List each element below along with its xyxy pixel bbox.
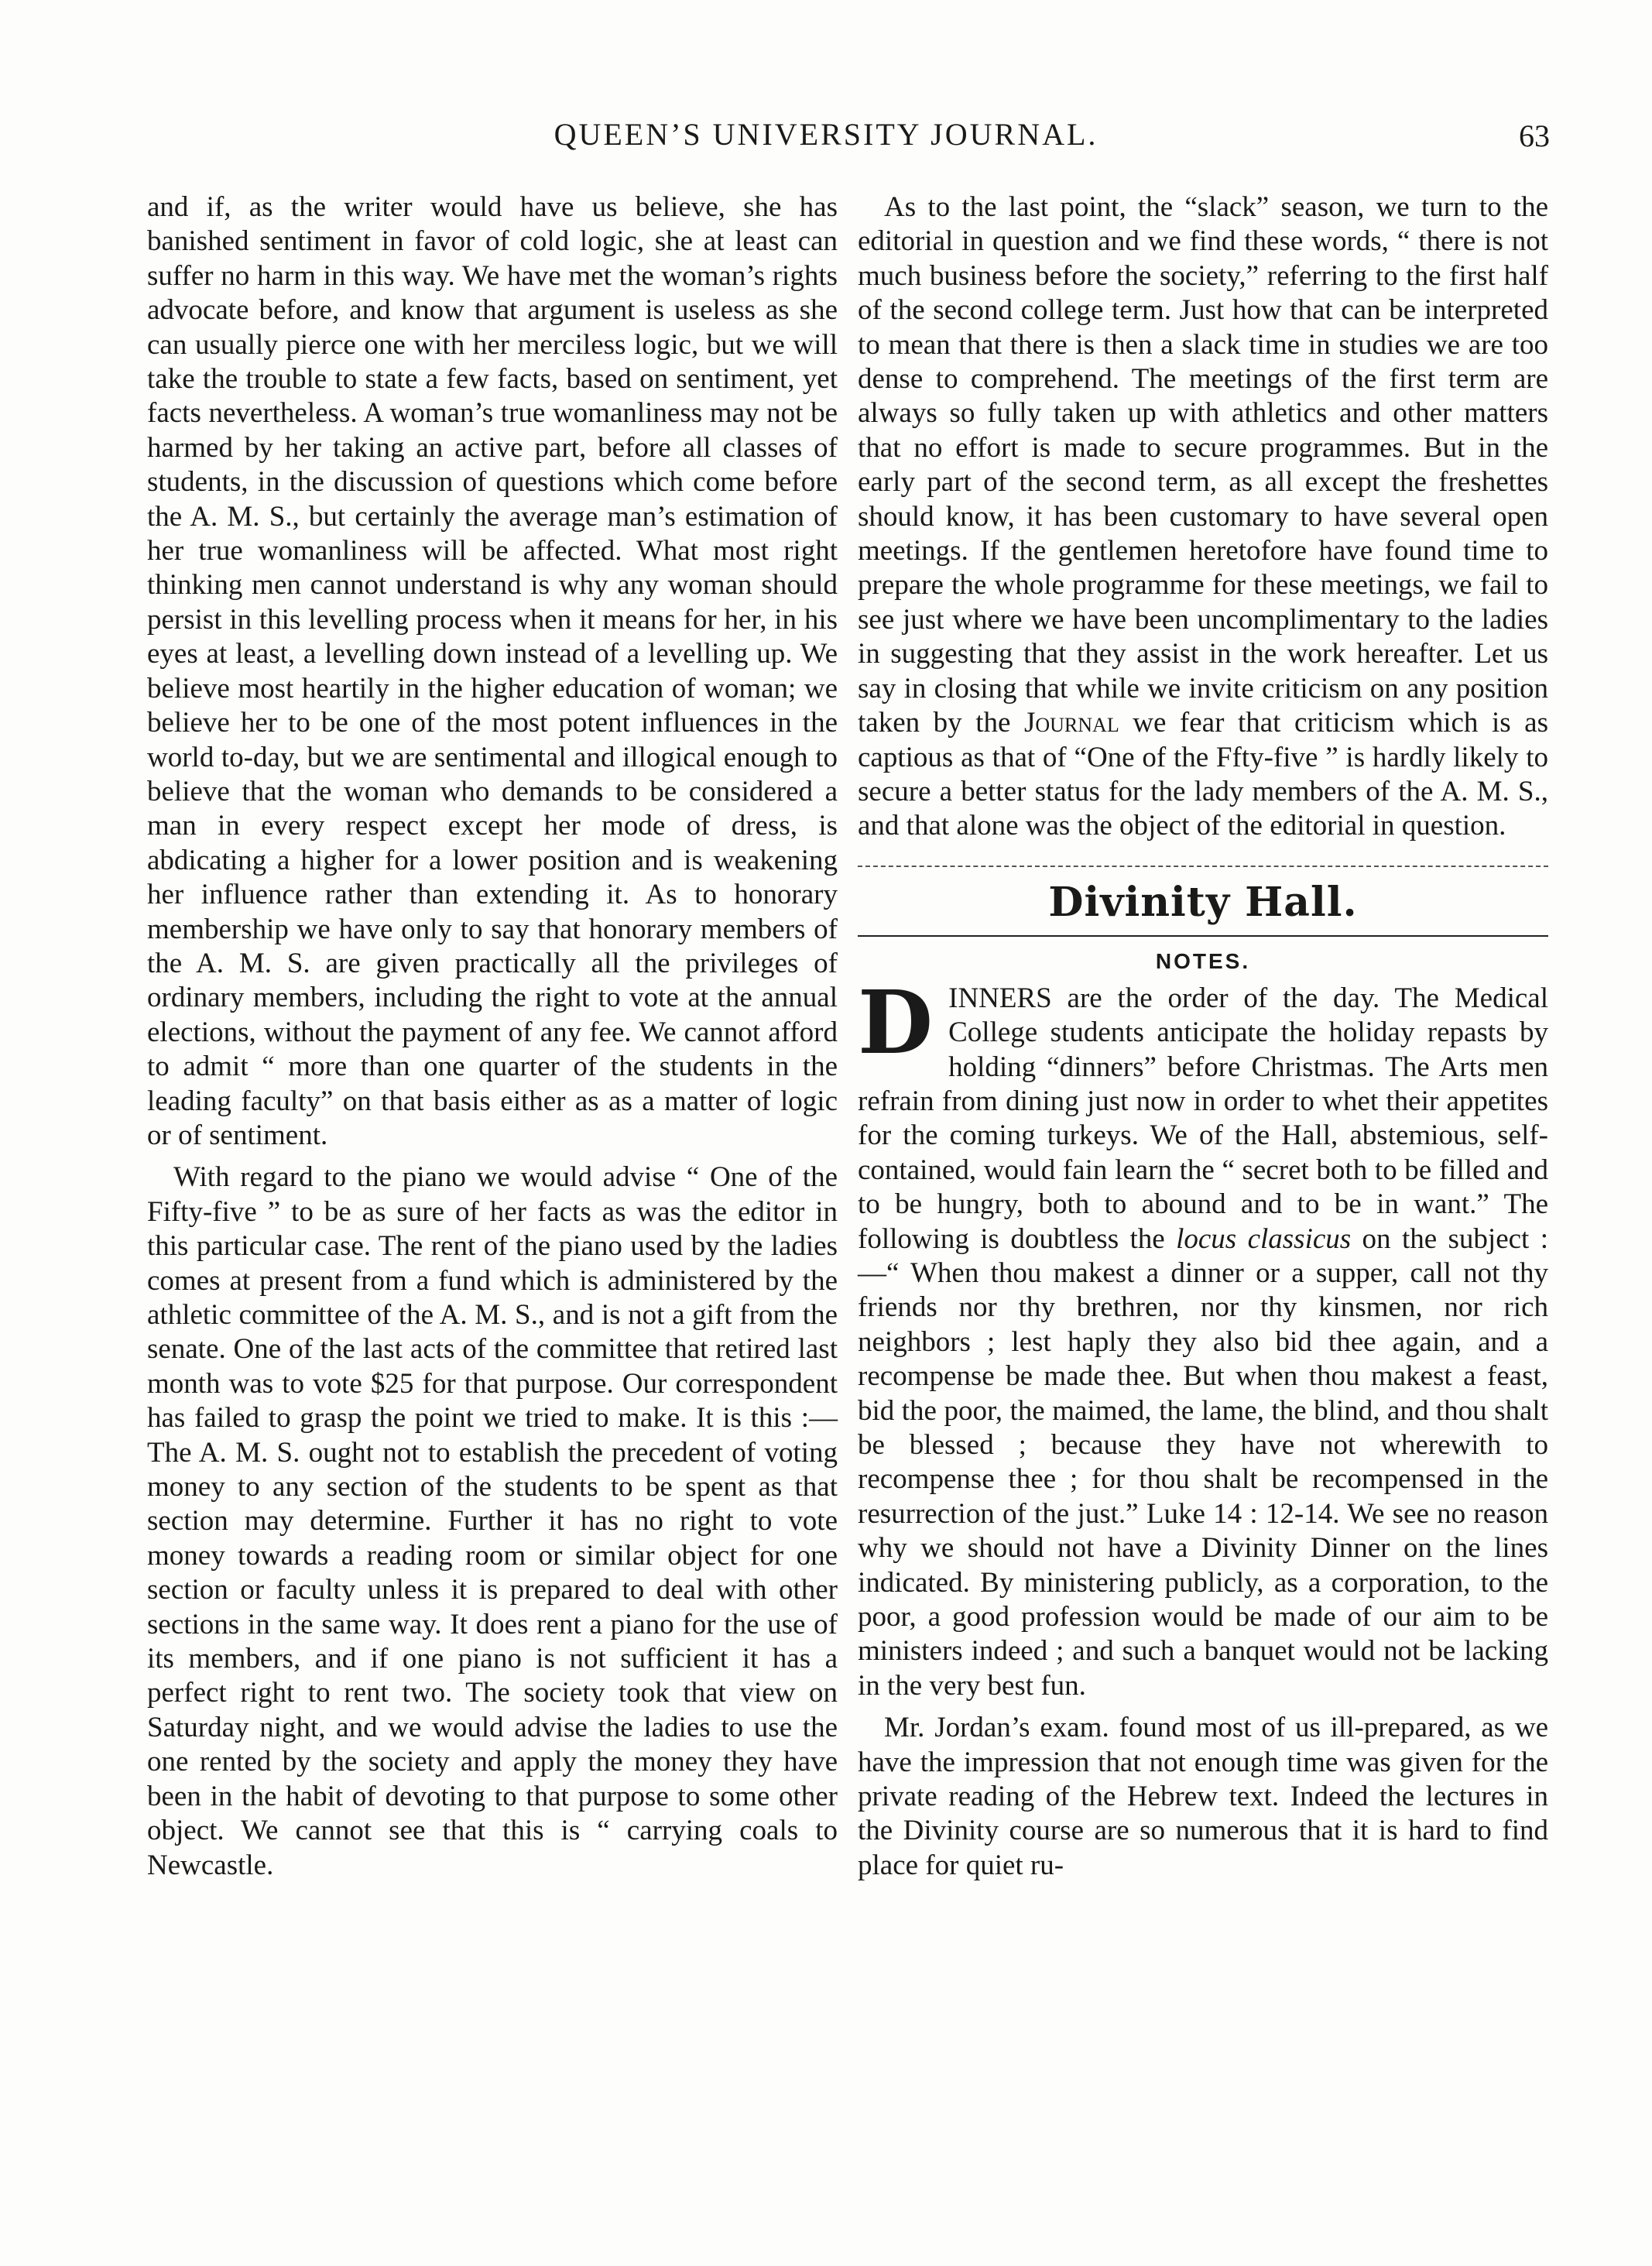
paragraph-jordan-exam: Mr. Jordan’s exam. found most of us ill-prepared, as we have the impression that not enough time was given for the private reading of the Hebrew text. Indeed the lectures in the Divinity course are so numerous that it is hard to find place for quiet ru- bbox=[858, 1712, 1548, 1881]
top-rule bbox=[858, 866, 1548, 867]
section-title: Divinity Hall. bbox=[1048, 878, 1358, 926]
journal-name: Journal bbox=[1023, 707, 1119, 739]
notes-subhead: NOTES. bbox=[1155, 948, 1251, 973]
drop-cap: D bbox=[858, 972, 934, 1074]
paragraph-piano: With regard to the piano we would advise “ One of the Fifty-five ” to be as sure of her facts as was the editor in this particular case. The rent of the piano used by the ladies comes at present from a fund which is administered by the athletic committee of the A. M. S., and is not a gift from the senate. One of the last acts of the committee that retired last month was to vote $25 for that purpose. Our correspondent has failed to grasp the point we tried to make. It is this :—The A. M. S. ought not to establish the precedent of voting money to any section of the students to be spent as that section may determine. Further it has no right to vote money towards a reading room or similar object for one section or faculty unless it is prepared to deal with other sections in the same way. It does rent a piano for the use of its members, and if one piano is not sufficient it has a perfect right to rent two. The society took that view on Saturday night, and we would advise the ladies to use the one rented by the society and apply the money they have been in the habit of devoting to that purpose to some other object. We cannot see that this is “ carrying coals to Newcastle. bbox=[147, 1161, 838, 1881]
paragraph-dinners bbox=[858, 972, 1548, 1704]
bottom-rule bbox=[858, 935, 1548, 937]
dinners-text-end: on the subject :—“ When thou makest a dinner or a supper, call not thy friends nor thy brethren, nor thy kinsmen, nor rich neighbors ; lest haply they also bid thee again, and a recompense be made thee. But when thou makest a feast, bid the poor, the maimed, the lame, the blind, and thou shalt be blessed ; because they have not wherewith to recompense thee ; for thou shalt be recompensed in the resurrection of the just.” Luke 14 : 12-14. We see no reason why we should not have a Divinity Dinner on the lines indicated. By ministering publicly, as a corporation, to the poor, a good profession would be made of our aim to be ministers indeed ; and such a banquet would not be lacking in the very best fun. bbox=[858, 1222, 1548, 1702]
running-head: QUEEN’S UNIVERSITY JOURNAL. bbox=[554, 117, 1098, 152]
slack-season-text: As to the last point, the “slack” season, we turn to the editorial in question and we find these words, “ there is not much business before the society,” referring to the first half of the second college term. Just how that can be interpreted to mean that there is then a slack time in studies we are too dense to comprehend. The meetings of the first term are always so fully taken up with athletics and other matters that no effort is made to secure programmes. But in the early part of the second term, as all except the freshettes should know, it has been customary to have several open meetings. If the gentlemen heretofore have found time to prepare the whole programme for these meetings, we fail to see just where we have been uncomplimentary to the ladies in suggesting that they assist in the work hereafter. Let us say in closing that while we invite criticism on any position taken by the bbox=[858, 191, 1548, 739]
left-column bbox=[147, 190, 838, 1883]
paragraph-womans-rights: and if, as the writer would have us believe, she has banished sentiment in favor of cold logic, she at least can suffer no harm in this way. We have met the woman’s rights advocate before, and know that argument is useless as she can usually pierce one with her merciless logic, but we will take the trouble to state a few facts, based on sentiment, yet facts nevertheless. A woman’s true womanliness may not be harmed by her taking an active part, before all classes of students, in the discussion of questions which come before the A. M. S., but certainly the average man’s estimation of her true womanliness will be affected. What most right thinking men cannot understand is why any woman should persist in this levelling process when it means for her, in his eyes at least, a levelling down instead of a levelling up. We believe most heartily in the higher education of woman; we believe her to be one of the most potent influences in the world to-day, but we are sentimental and illogical enough to believe that the woman who demands to be considered a man in every respect except her mode of dress, is abdicating a higher for a lower position and is weakening her influence rather than extending it. As to honorary membership we have only to say that honorary members of the A. M. S. are given practically all the privileges of ordinary members, including the right to vote at the annual elections, without the payment of any fee. We cannot afford to admit “ more than one quarter of the students in the leading faculty” on that basis either as as a matter of logic or of sentiment. bbox=[147, 191, 838, 1151]
dinners-text: INNERS are the order of the day. The Medical College students anticipate the holiday repasts by holding “dinners” before Christmas. The Arts men refrain from dining just now in order to whet their appetites for the coming turkeys. We of the Hall, abstemious, self-contained, would fain learn the “ secret both to be filled and to be hungry, both to abound and to be in want.” The following is doubtless the bbox=[858, 982, 1548, 1255]
right-column bbox=[858, 190, 1548, 1883]
slack-season-text-end: we fear that criticism which is as captious as that of “One of the Ffty-five ” is hardly likely to secure a better status for the lady members of the A. M. S., and that alone was the object of the editorial in question. bbox=[858, 707, 1549, 842]
locus-classicus: locus classicus bbox=[1176, 1222, 1352, 1255]
divinity-hall-header bbox=[858, 866, 1548, 975]
paragraph-slack-season bbox=[858, 190, 1548, 844]
page-number: 63 bbox=[1519, 118, 1550, 153]
